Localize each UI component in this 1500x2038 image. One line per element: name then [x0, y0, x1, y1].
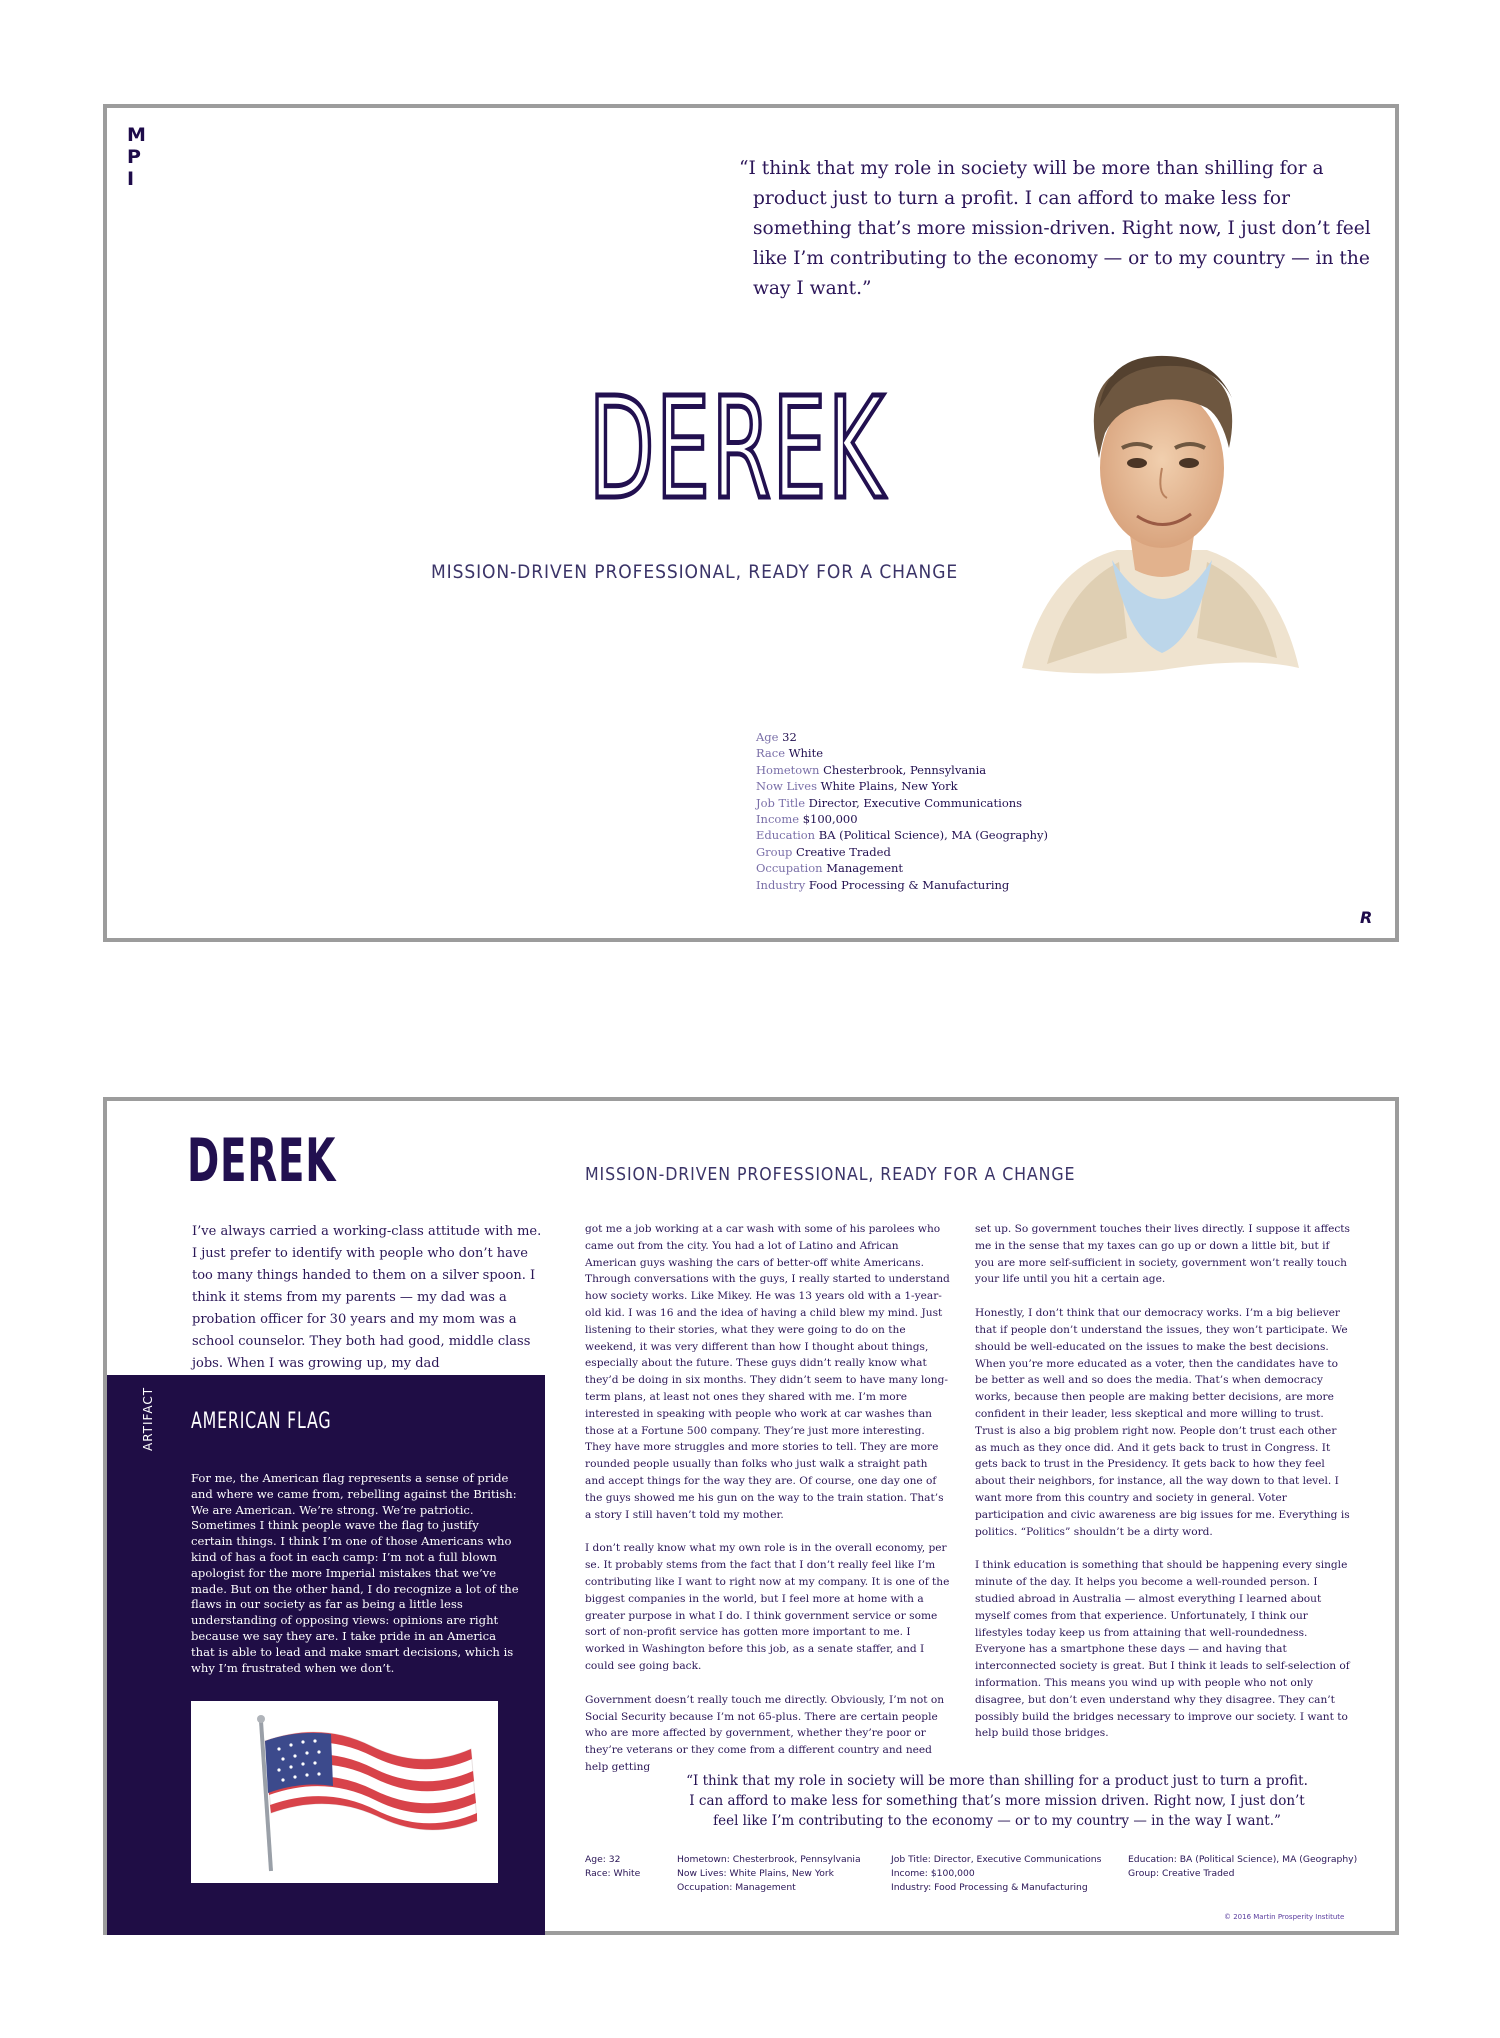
corner-logo-mark: R [1360, 908, 1373, 927]
copyright-notice: © 2016 Martin Prosperity Institute [1224, 1913, 1345, 1921]
body-column-2 [585, 1221, 950, 1793]
artifact-text: For me, the American flag represents a sense of pride and where we came from, rebelling against the British: We are American. We’re strong. We’re patriotic. Sometimes I think people wave the flag to justify certain things. I think I’m one of those Americans who kind of has a foot in each camp: I’m not a full blown apologist for the more Imperial mistakes that we’ve made. But on the other hand, I do recognize a lot of the flaws in our society as far as being a little less understanding of opposing views: opinions are right because we say they are. I take pride in an America that is able to lead and make smart decisions, which is why I’m frustrated when we don’t. [191, 1471, 519, 1675]
persona-subtitle: MISSION-DRIVEN PROFESSIONAL, READY FOR A CHANGE [431, 561, 959, 583]
body-paragraph: got me a job working at a car wash with some of his parolees who came out from the city. You had a lot of Latino and African American guys washing the cars of better-off white Americans. Through conversations with the guys, I really started to understand how society works. Like Mikey. He was 13 years old with a 1-year-old kid. I was 16 and the idea of having a child blew my mind. Just listening to their stories, what they were going to do on the weekend, it was very different than how I thought about things, especially about the future. These guys didn’t really know what they’d be doing in six months. They didn’t seem to have many long-term plans, at least not ones they shared with me. I’m more interested in speaking with people who work at car washes than those at a Fortune 500 company. They’re just more interesting. They have more struggles and more stories to tell. They are more rounded people usually than folks who just walk a straight path and accept things for the way they are. Of course, one day one of the guys showed me his gun on the way to the train station. That’s a story I still haven’t told my mother. [585, 1223, 950, 1521]
persona-subtitle: MISSION-DRIVEN PROFESSIONAL, READY FOR A CHANGE [585, 1164, 1076, 1185]
profile-cover-page [103, 104, 1399, 942]
fact-row: Industry Food Processing & Manufacturing [756, 877, 1010, 892]
bottom-facts-col-3: Job Title: Director, Executive Communications Income: $100,000 Industry: Food Processing & Manufacturing [891, 1854, 1102, 1893]
fact-row: Income $100,000 [756, 812, 858, 827]
mpi-logo: M P I [127, 124, 146, 190]
artifact-title: AMERICAN FLAG [191, 1409, 332, 1434]
fact-row: Now Lives White Plains, New York [756, 779, 958, 794]
persona-name: DEREK [187, 1126, 337, 1196]
fact-row: Group Creative Traded [756, 844, 891, 859]
artifact-label: ARTIFACT [141, 1386, 155, 1451]
persona-name: DEREK [588, 368, 886, 531]
bottom-facts-col-4: Education: BA (Political Science), MA (Geography) Group: Creative Traded [1128, 1854, 1358, 1879]
fact-row: Occupation Management [756, 861, 904, 876]
persona-facts [756, 729, 1156, 893]
fact-row: Job Title Director, Executive Communications [756, 795, 1023, 810]
body-paragraph: I don’t really know what my own role is in the overall economy, per se. It probably stems from the fact that I don’t really feel like I’m contributing like I want to right now at my company. It is one of the biggest companies in the world, but I feel more at home with a greater purpose in what I do. I think government service or some sort of non-profit service has gotten more important to me. I worked in Washington before this job, as a senate staffer, and I could see going back. [585, 1542, 950, 1672]
body-column-3 [975, 1221, 1350, 1759]
body-paragraph: I think education is something that should be happening every single minute of the day. It helps you become a well-rounded person. I studied abroad in Australia — almost everything I learned about myself comes from that experience. Unfortunately, I think our lifestyles today keep us from attaining that well-roundedness. Everyone has a smartphone these days — and having that interconnected society is great. But I think it leads to self-selection of information. This means you wind up with people who not only disagree, but don’t even understand why they disagree. They can’t possibly build the bridges necessary to improve our society. I want to help build those bridges. [975, 1559, 1350, 1740]
bottom-facts-col-2: Hometown: Chesterbrook, Pennsylvania Now Lives: White Plains, New York Occupation: Management [677, 1854, 861, 1893]
fact-row: Hometown Chesterbrook, Pennsylvania [756, 762, 987, 777]
body-paragraph: Honestly, I don’t think that our democracy works. I’m a big believer that if people don’t understand the issues, they won’t participate. We should be well-educated on the issues to make the best decisions. When you’re more educated as a voter, then the candidates have to be better as well and so does the media. That’s when democracy works, because then people are making better decisions, are more confident in their leader, less skeptical and more willing to trust. Trust is also a big problem right now. People don’t trust each other as much as they once did. And it gets back to trust in Congress. It gets back to trust in the Presidency. It gets back to how they feel about their neighbors, for instance, all the way down to that level. I want more from this country and society in general. Voter participation and civic awareness are big issues for me. Everything is politics. “Politics” shouldn’t be a dirty word. [975, 1307, 1350, 1538]
portrait-illustration [1007, 338, 1317, 688]
body-paragraph: Government doesn’t really touch me directly. Obviously, I’m not on Social Security because I’m not 65-plus. There are certain people who are more affected by government, whether they’re poor or they’re veterans or they come from a different country and need help getting [585, 1693, 945, 1773]
opening-quote: “I think that my role in society will be more than shilling for a product just to turn a profit. I can afford to make less for something that’s more mission-driven. Right now, I just don’t feel like I’m contributing to the economy — or to my country — in the way I want.” [739, 158, 1371, 299]
intro-paragraph: I’ve always carried a working-class attitude with me. I just prefer to identify with people who don’t have too many things handed to them on a silver spoon. I think it stems from my parents — my dad was a probation officer for 30 years and my mom was a school counselor. They both had good, middle class jobs. When I was growing up, my dad [192, 1224, 542, 1371]
fact-row: Education BA (Political Science), MA (Geography) [756, 828, 1048, 843]
pull-quote: “I think that my role in society will be more than shilling for a product just to turn a profit. I can afford to make less for something that’s more mission driven. Right now, I just don’t feel like I’m contributing to the economy — or to my country — in the way I want.” [686, 1773, 1308, 1829]
fact-row: Race White [756, 746, 824, 761]
profile-detail-page [103, 1097, 1399, 1935]
american-flag-illustration [191, 1701, 498, 1883]
body-paragraph: set up. So government touches their lives directly. I suppose it affects me in the sense that my taxes can go up or down a little bit, but if you are more self-sufficient in society, government won’t really touch your life until you hit a certain age. [975, 1223, 1350, 1286]
fact-row: Age 32 [756, 730, 797, 744]
bottom-facts-col-1: Age: 32 Race: White [585, 1854, 641, 1879]
